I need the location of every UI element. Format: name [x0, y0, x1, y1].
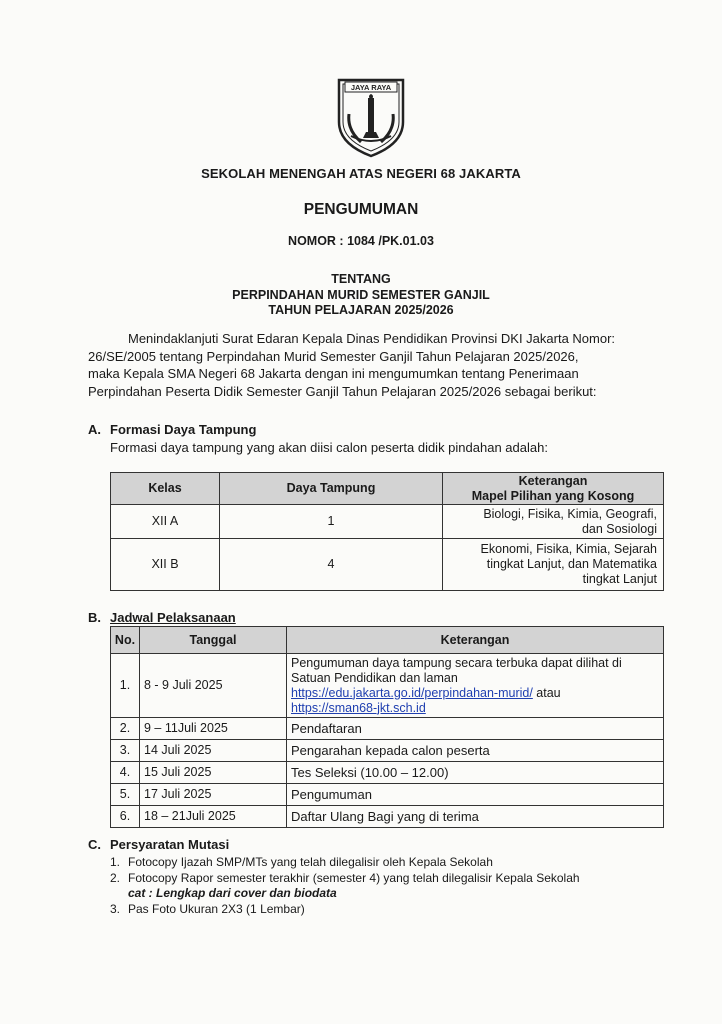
cell-ket-line: Biologi, Fisika, Kimia, Geografi, — [483, 506, 657, 521]
cell-no: 3. — [111, 740, 140, 762]
section-a-subtitle: Formasi daya tampung yang akan diisi calon peserta didik pindahan adalah: — [110, 440, 548, 455]
announcement-number: NOMOR : 1084 /PK.01.03 — [288, 234, 434, 248]
capacity-table — [110, 472, 664, 591]
cell-no: 1. — [111, 654, 140, 718]
sman68-link[interactable]: https://sman68-jkt.sch.id — [291, 700, 426, 715]
cell-ket-line: Pengumuman daya tampung secara terbuka dapat dilihat di — [291, 655, 622, 670]
col-header-kelas: Kelas — [111, 473, 220, 505]
col-header-ket-line2: Mapel Pilihan yang Kosong — [471, 488, 635, 503]
intro-line: 26/SE/2005 tentang Perpindahan Murid Semester Ganjil Tahun Pelajaran 2025/2026, — [88, 348, 579, 364]
table-row — [111, 718, 664, 740]
cell-ket: Tes Seleksi (10.00 – 12.00) — [287, 762, 664, 784]
table-row — [111, 806, 664, 828]
table-header-row — [111, 627, 664, 654]
cell-ket: Pendaftaran — [287, 718, 664, 740]
list-item-number: 1. — [110, 855, 121, 869]
cell-daya: 4 — [220, 539, 443, 591]
cell-tanggal: 8 - 9 Juli 2025 — [140, 654, 287, 718]
col-header-tanggal: Tanggal — [140, 627, 287, 654]
col-header-ket — [443, 473, 664, 505]
cell-tanggal: 18 – 21Juli 2025 — [140, 806, 287, 828]
table-row — [111, 539, 664, 591]
cell-ket: Pengumuman — [287, 784, 664, 806]
cell-ket-line: dan Sosiologi — [581, 521, 657, 536]
section-c-heading — [88, 837, 229, 852]
cell-tanggal: 15 Juli 2025 — [140, 762, 287, 784]
table-row — [111, 654, 664, 718]
list-item-number: 3. — [110, 901, 121, 916]
announcement-title: PENGUMUMAN — [303, 201, 419, 218]
cell-no: 6. — [111, 806, 140, 828]
section-title: Formasi Daya Tampung — [110, 422, 257, 437]
cell-kelas: XII B — [111, 539, 220, 591]
intro-paragraph — [88, 330, 648, 400]
table-row — [111, 740, 664, 762]
section-title: Jadwal Pelaksanaan — [110, 610, 236, 625]
list-item-text: Fotocopy Ijazah SMP/MTs yang telah dilegalisir oleh Kepala Sekolah — [128, 855, 493, 869]
cell-ket — [443, 539, 664, 591]
cell-ket — [287, 654, 664, 718]
cat-note: cat : Lengkap dari cover dan biodata — [128, 886, 337, 900]
list-item-text: Pas Foto Ukuran 2X3 (1 Lembar) — [128, 901, 305, 916]
table-row — [111, 762, 664, 784]
list-item-text: Fotocopy Rapor semester terakhir (semester 4) yang telah dilegalisir Kepala Sekolah — [128, 870, 580, 885]
subject-line-2: TAHUN PELAJARAN 2025/2026 — [268, 303, 454, 317]
school-name: SEKOLAH MENENGAH ATAS NEGERI 68 JAKARTA — [201, 166, 521, 181]
table-row — [111, 784, 664, 806]
list-item-number: 2. — [110, 870, 121, 885]
cell-kelas: XII A — [111, 505, 220, 539]
atau-text: atau — [532, 685, 561, 700]
list-item — [110, 855, 580, 871]
subject-block — [0, 272, 722, 319]
cell-tanggal: 17 Juli 2025 — [140, 784, 287, 806]
section-b-heading — [88, 610, 236, 625]
cell-daya: 1 — [220, 505, 443, 539]
cell-ket-line: Satuan Pendidikan dan laman — [291, 670, 458, 685]
requirements-list — [110, 855, 580, 917]
section-a-heading — [88, 422, 256, 437]
table-header-row — [111, 473, 664, 505]
intro-line: maka Kepala SMA Negeri 68 Jakarta dengan ini mengumumkan tentang Penerimaan — [88, 366, 579, 381]
section-letter: B. — [88, 610, 101, 625]
col-header-ket-line1: Keterangan — [518, 473, 588, 488]
cell-no: 5. — [111, 784, 140, 806]
subject-line-1: PERPINDAHAN MURID SEMESTER GANJIL — [232, 287, 490, 302]
cell-no: 2. — [111, 718, 140, 740]
cell-ket-line: tingkat Lanjut, dan Matematika — [486, 557, 657, 571]
cell-ket-line: tingkat Lanjut — [582, 572, 657, 586]
section-title: Persyaratan Mutasi — [110, 837, 230, 852]
list-item — [110, 902, 580, 918]
jakarta-emblem-icon — [331, 74, 411, 158]
col-header-daya: Daya Tampung — [220, 473, 443, 505]
intro-line: Perpindahan Peserta Didik Semester Ganjil Tahun Pelajaran 2025/2026 sebagai berikut: — [88, 383, 597, 399]
col-header-ket: Keterangan — [287, 627, 664, 654]
list-item — [110, 871, 580, 887]
section-letter: C. — [88, 837, 101, 852]
cell-ket-line: Ekonomi, Fisika, Kimia, Sejarah — [480, 542, 657, 556]
cell-tanggal: 14 Juli 2025 — [140, 740, 287, 762]
cell-no: 4. — [111, 762, 140, 784]
col-header-no: No. — [111, 627, 140, 654]
intro-line: Menindaklanjuti Surat Edaran Kepala Dinas Pendidikan Provinsi DKI Jakarta Nomor: — [128, 331, 616, 346]
cell-ket — [443, 505, 664, 539]
logo-banner-text: JAYA RAYA — [350, 83, 392, 92]
table-row — [111, 505, 664, 539]
schedule-table — [110, 626, 664, 828]
section-letter: A. — [88, 422, 101, 437]
edu-jakarta-link[interactable]: https://edu.jakarta.go.id/perpindahan-murid/ — [291, 685, 533, 700]
cell-tanggal: 9 – 11Juli 2025 — [140, 718, 287, 740]
cell-ket: Daftar Ulang Bagi yang di terima — [287, 806, 664, 828]
tentang-label: TENTANG — [331, 272, 391, 286]
cell-ket: Pengarahan kepada calon peserta — [287, 740, 664, 762]
